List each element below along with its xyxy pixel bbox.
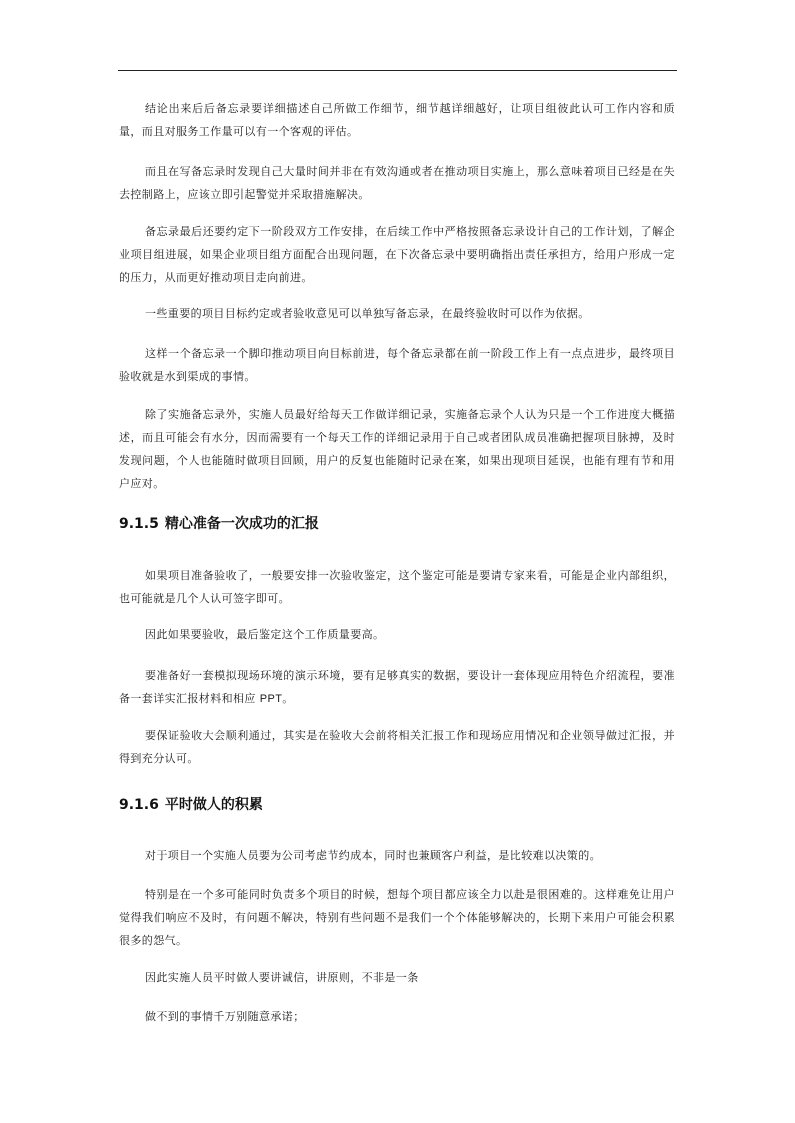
paragraph-memo-warning: 而且在写备忘录时发现自己大量时间并非在有效沟通或者在推动项目实施上，那么意味着项目已经是在失去控制路上，应该立即引起警觉并采取措施解决。 (119, 165, 675, 201)
paragraph-memo-acceptance: 一些重要的项目目标约定或者验收意见可以单独写备忘录，在最终验收时可以作为依据。 (145, 307, 590, 320)
section-title: 平时做人的积累 (164, 797, 263, 813)
section-number: 9.1.6 (119, 797, 159, 813)
section-heading-9-1-6 (119, 795, 675, 815)
section-title: 精心准备一次成功的汇报 (164, 516, 319, 532)
paragraph-memo-detail: 结论出来后后备忘录要详细描述自己所做工作细节，细节越详细越好，让项目组彼此认可工作内容和质量，而且对服务工作量可以有一个客观的评估。 (119, 102, 675, 138)
section-heading-9-1-5 (119, 514, 675, 534)
demo-environment-text: 要准备好一套模拟现场环境的演示环境，要有足够真实的数据，要设计一套体现应用特色介绍流程，要准备一套详实汇报材料和相应 (119, 669, 675, 705)
paragraph-multi-project: 特别是在一个多可能同时负责多个项目的时候，想每个项目都应该全力以赴是很困难的。这样难免让用户觉得我们响应不及时，有问题不解决，特别有些问题不是我们一个个体能够解决的，长期下来用户可能会积累很多的怨气。 (119, 888, 675, 947)
paragraph-acceptance-meeting: 要保证验收大会顺利通过，其实是在验收大会前将相关汇报工作和现场应用情况和企业领导做过汇报，并得到充分认可。 (119, 729, 675, 765)
paragraph-acceptance-quality: 因此如果要验收，最后鉴定这个工作质量要高。 (145, 628, 385, 641)
section-number: 9.1.5 (119, 516, 159, 532)
header-rule (118, 70, 677, 71)
paragraph-no-promise: 做不到的事情千万别随意承诺； (145, 1010, 305, 1023)
paragraph-daily-record: 除了实施备忘录外，实施人员最好给每天工作做详细记录，实施备忘录个人认为只是一个工作进度大概描述，而且可能会有水分，因而需要有一个每天工作的详细记录用于自己或者团队成员准确把握项目脉搏，及时发现问题，个人也能随时做项目回顾，用户的反复也能随时记录在案，如果出现项目延误，也能有理有节和用户应对。 (119, 408, 675, 490)
paragraph-memo-progress: 这样一个备忘录一个脚印推动项目向目标前进，每个备忘录都在前一阶段工作上有一点点进步，最终项目验收就是水到渠成的事情。 (119, 347, 675, 383)
paragraph-demo-environment (119, 664, 675, 711)
paragraph-cost-balance: 对于项目一个实施人员要为公司考虑节约成本，同时也兼顾客户利益，是比较难以决策的。 (145, 849, 601, 862)
paragraph-acceptance-prep: 如果项目准备验收了，一般要安排一次验收鉴定，这个鉴定可能是要请专家来看，可能是企业内部组织，也可能就是几个人认可签字即可。 (119, 569, 675, 605)
paragraph-memo-next-stage: 备忘录最后还要约定下一阶段双方工作安排，在后续工作中严格按照备忘录设计自己的工作计划，了解企业项目组进展，如果企业项目组方面配合出现问题，在下次备忘录中要明确指出责任承担方，给用户形成一定的压力，从而更好推动项目走向前进。 (119, 225, 675, 284)
ppt-label: PPT。 (259, 693, 294, 705)
paragraph-integrity-cut: 因此实施人员平时做人要讲诚信，讲原则，不非是一条 (145, 971, 419, 984)
